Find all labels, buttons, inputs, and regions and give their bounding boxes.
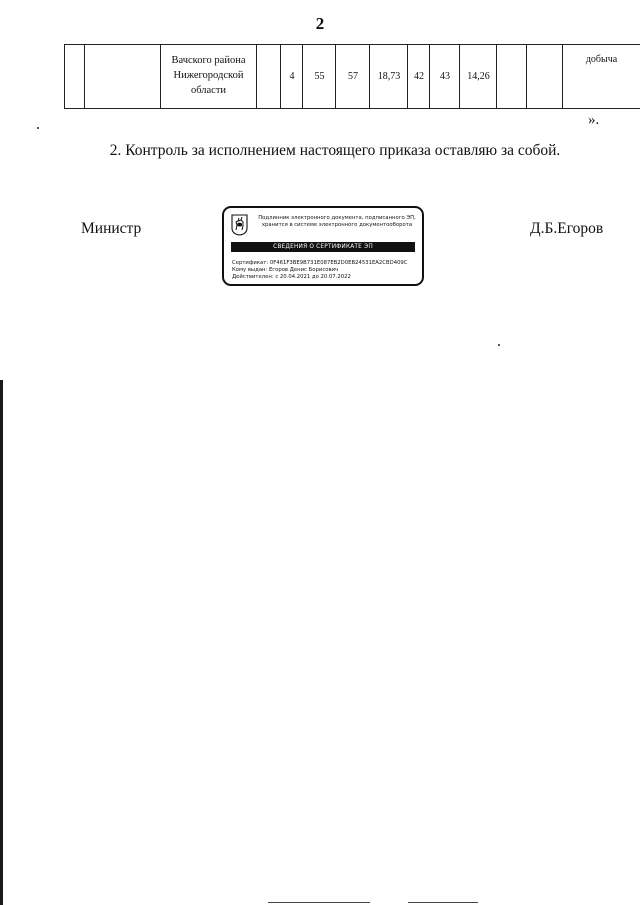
table-cell-empty: [84, 45, 161, 108]
district-line: Вачского района: [171, 55, 246, 66]
table-cell-district: [160, 45, 256, 108]
page-number: 2: [315, 14, 325, 33]
stamp-issued-to: Кому выдан: Егоров Денис Борисович: [232, 267, 339, 273]
table-cell-empty: [256, 45, 281, 108]
table-cell-empty: [496, 45, 527, 108]
table-cell-empty: [526, 45, 563, 108]
table-cell-value: 55: [302, 45, 336, 108]
electronic-signature-stamp: [222, 206, 424, 286]
table-cell-value: 57: [335, 45, 370, 108]
stamp-validity: Действителен: с 20.04.2021 до 20.07.2022: [232, 274, 351, 280]
table-cell-value: 42: [407, 45, 430, 108]
control-paragraph: 2. Контроль за исполнением настоящего приказа оставляю за собой.: [109, 142, 561, 159]
stamp-header: [254, 215, 420, 229]
closing-quote: ».: [588, 112, 600, 128]
table-cell-activity: добыча: [562, 45, 640, 108]
footer-rule: [268, 902, 370, 903]
scan-speck: [37, 127, 39, 129]
district-line: Нижегородской: [173, 70, 244, 81]
stamp-certificate: Сертификат: 0F461F3BE9B731E087EB2D0EB24531EA2CBD409C: [232, 260, 408, 266]
signatory-role: Министр: [81, 220, 142, 237]
stamp-title-bar: СВЕДЕНИЯ О СЕРТИФИКАТЕ ЭП: [231, 242, 415, 252]
district-line: области: [190, 85, 227, 96]
footer-rule: [408, 902, 478, 903]
deer-emblem-icon: [231, 214, 248, 236]
scan-edge-line: [0, 380, 3, 905]
table-cell-value: 14,26: [459, 45, 497, 108]
stamp-header-line: хранится в системе электронного документооборота: [261, 222, 413, 228]
scan-speck: [498, 344, 500, 346]
stamp-header-line: Подлинник электронного документа, подписанного ЭП,: [258, 215, 416, 221]
table-cell-value: 43: [429, 45, 460, 108]
table-cell-empty: [64, 45, 85, 108]
data-table-row: [64, 44, 640, 109]
table-cell-value: 4: [280, 45, 303, 108]
signatory-name: Д.Б.Егоров: [530, 220, 604, 237]
table-cell-value: 18,73: [369, 45, 408, 108]
